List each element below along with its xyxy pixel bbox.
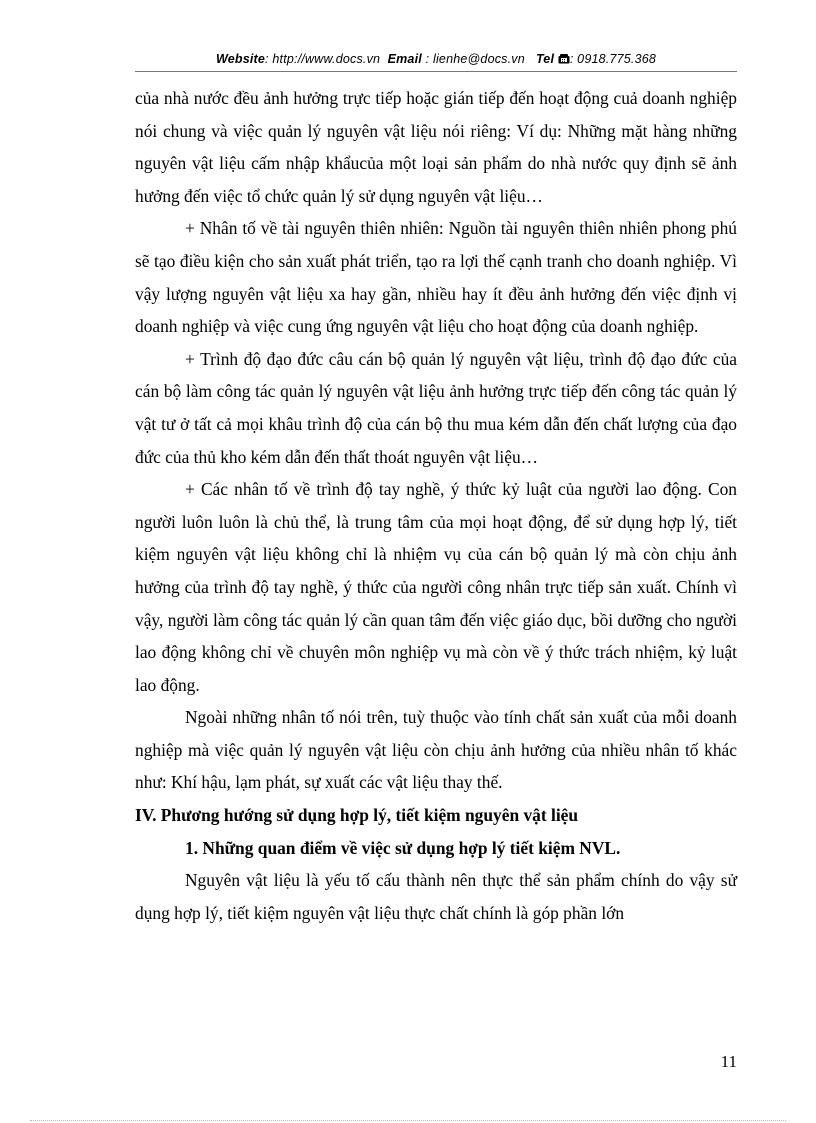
header-divider — [135, 71, 737, 72]
email-text: : lienhe@docs.vn — [425, 52, 525, 66]
phone-icon — [558, 53, 570, 63]
section-heading: IV. Phương hướng sử dụng hợp lý, tiết kiệm nguyên vật liệu — [135, 805, 579, 826]
footer-divider — [30, 1120, 786, 1121]
paragraph-2: + Nhân tố về tài nguyên thiên nhiên: Nguồn tài nguyên thiên nhiên phong phú sẽ tạo điều kiện cho sản xuất phát triển, tạo ra lợi thế cạnh tranh cho doanh nghiệp. Vì vậy lượng nguyên vật liệu xa hay gần, nhiều hay ít đều ảnh hưởng đến việc định vị doanh nghiệp và việc cung ứng nguyên vật liệu cho hoạt động của doanh nghiệp. — [135, 218, 737, 337]
paragraph-6: Nguyên vật liệu là yếu tố cấu thành nên thực thể sản phẩm chính do vậy sử dụng hợp lý, tiết kiệm nguyên vật liệu thực chất chính là góp phần lớn — [135, 870, 737, 923]
document-body — [135, 82, 737, 929]
subsection-heading: 1. Những quan điểm về việc sử dụng hợp lý tiết kiệm NVL. — [185, 837, 621, 858]
paragraph-3: + Trình độ đạo đức câu cán bộ quản lý nguyên vật liệu, trình độ đạo đức của cán bộ làm công tác quản lý nguyên vật liệu ảnh hưởng trực tiếp đến công tác quản lý vật tư ở tất cả mọi khâu trình độ của cán bộ thu mua kém dẫn đến chất lượng của đạo đức của thủ kho kém dẫn đến thất thoát nguyên vật liệu… — [135, 348, 737, 467]
tel-text: : 0918.775.368 — [569, 52, 657, 66]
email-label: Email — [387, 52, 422, 66]
page-header — [135, 52, 737, 72]
paragraph-1: của nhà nước đều ảnh hưởng trực tiếp hoặc gián tiếp đến hoạt động cuả doanh nghiệp nói chung và việc quản lý nguyên vật liệu nói riêng: Ví dụ: Những mặt hàng những nguyên vật liệu cấm nhập khẩucủa một loại sản phẩm do nhà nước quy định sẽ ảnh hưởng đến việc tổ chức quản lý sử dụng nguyên vật liệu… — [135, 88, 737, 206]
page-number: 11 — [720, 1052, 737, 1071]
website-text: : http://www.docs.vn — [265, 52, 381, 66]
website-label: Website — [215, 52, 266, 66]
tel-label: Tel — [535, 52, 555, 66]
paragraph-5: Ngoài những nhân tố nói trên, tuỳ thuộc vào tính chất sản xuất của mỗi doanh nghiệp mà việc quản lý nguyên vật liệu còn chịu ảnh hưởng của nhiều nhân tố khác như: Khí hậu, lạm phát, sự xuất các vật liệu thay thế. — [135, 707, 737, 793]
paragraph-4: + Các nhân tố về trình độ tay nghề, ý thức kỷ luật của người lao động. Con người luôn luôn là chủ thể, là trung tâm của mọi hoạt động, để sử dụng hợp lý, tiết kiệm nguyên vật liệu không chỉ là nhiệm vụ của cán bộ quản lý mà còn chịu ảnh hưởng của trình độ tay nghề, ý thức của người công nhân trực tiếp sản xuất. Chính vì vậy, người làm công tác quản lý cần quan tâm đến việc giáo dục, bồi dưỡng cho người lao động không chỉ về chuyên môn nghiệp vụ mà còn về ý thức trách nhiệm, kỷ luật lao động. — [135, 479, 737, 695]
